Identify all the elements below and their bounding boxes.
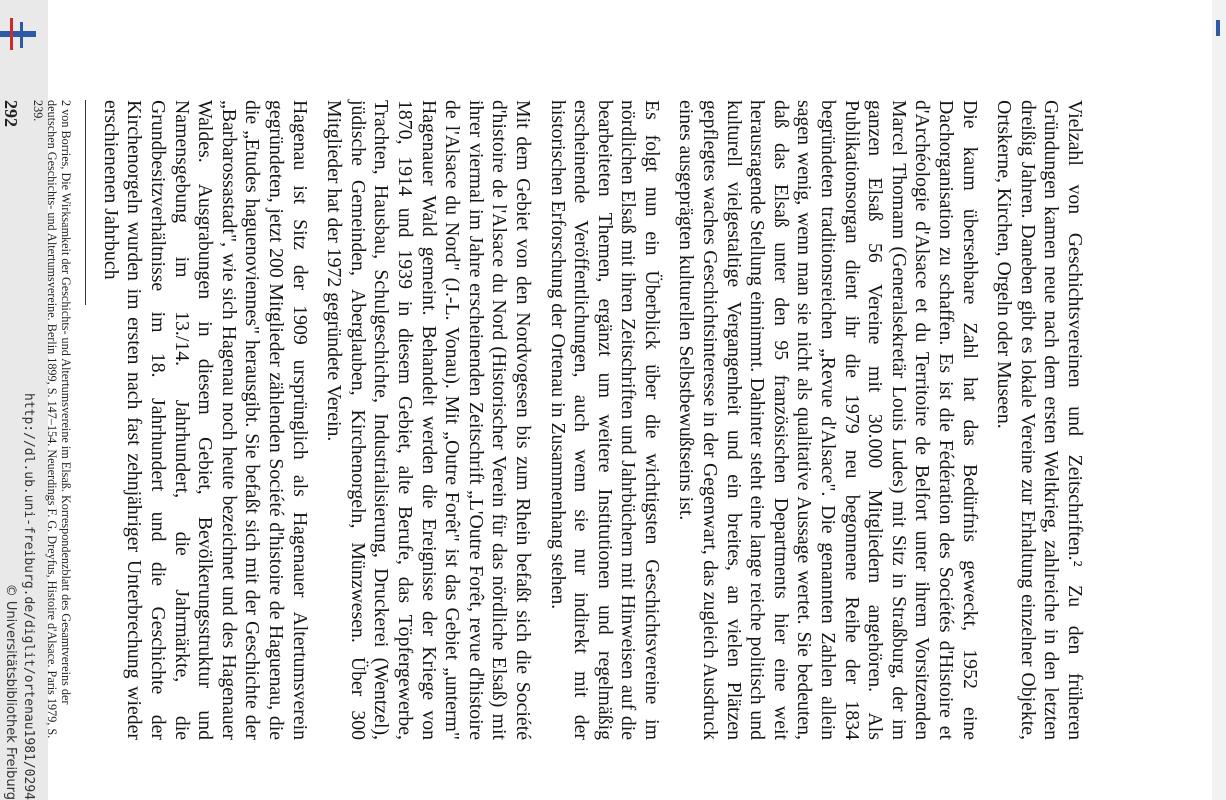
paragraph-5: Hagenau ist Sitz der 1909 ursprünglich als Hagenauer Altertumsverein gegründeten, jetzt 200 Mitglieder zählenden Société d'histoire de Haguenau, die die „Etudes haguenoviennes" herausgibt. Sie befaßt sich mit der Geschichte der „Barbarossastadt", wie sich Hagenau noch heute bezeichnet und des Hagenauer Waldes. Ausgrabungen in diesem Gebiet, Bevölkerungsstruktur und Namensgebung im 13./14. Jahrhundert, die Jahrmärkte, die Grundbesitzverhältnisse im 18. Jahrhundert und die Geschichte der Kirchenorgeln wurden im ersten nach fast zehnjähriger Unterbrechung wieder erschienenen Jahrbuch (99, 100, 311, 740)
paragraph-3: Es folgt nun ein Überblick über die wichtigsten Geschichtsvereine im nördlichen Elsaß mit ihren Zeitschriften und Jahrbüchern mit Hinweisen auf die bearbeiteten Themen, ergänzt um weitere Institutionen und regelmäßig erscheinende Veröffentlichungen, auch wenn sie nur indirekt mit der historischen Erforschung der Ortenau in Zusammenhang stehen. (546, 100, 663, 740)
footnote: 2 von Borries, Die Wirksamkeit der Geschichts- und Altertumsvereine im Elsaß. Korrespondenzblatt des Gesamtvereins der deutschen Geschichts- und Altertumsvereine. Berlin 1899, S. 147–154. Neuerdings F. G. Dreyfus, Histoire d'Alsace. Paris 1979, S. 239. (31, 100, 74, 739)
paragraph-1: Vielzahl von Geschichtsvereinen und Zeitschriften.² Zu den früheren Gründungen kamen neue nach dem ersten Weltkrieg, zahlreiche in den letzten dreißig Jahren. Daneben gibt es lokale Vereine zur Erhaltung einzelner Objekte, Ortskerne, Kirchen, Orgeln oder Museen. (993, 100, 1086, 740)
paragraph-4: Mit dem Gebiet von den Nordvogesen bis zum Rhein befaßt sich die Société d'histoire de l'Alsace du Nord (Historischer Verein für das nördliche Elsaß) mit ihrer viermal im Jahre erscheinenden Zeitschrift „L'Outre Forêt, revue d'histoire de l'Alsace du Nord" (J.-L. Vonau). Mit „Outre Forêt" ist das Gebiet „unterm" Hagenauer Wald gemeint. Behandelt werden die Ereignisse der Kriege von 1870, 1914 und 1939 in diesem Gebiet, alte Berufe, das Töpfergewerbe, Trachten, Hausbau, Schulgeschichte, Industrialisierung, Druckerei (Wentzel), jüdische Gemeinden, Aberglauben, Kirchenorgeln, Münzwesen. Über 300 Mitglieder hat der 1972 gegründete Verein. (323, 100, 534, 740)
paragraph-2: Die kaum übersehbare Zahl hat das Bedürfnis geweckt, 1952 eine Dachorganisation zu schaffen. Es ist die Fédération des Sociétés d'Histoire et d'Archéologie d'Alsace et du Territoire de Belfort unter ihrem Vorsitzenden Marcel Thomann (Generalsekretär Louis Ludes) mit Sitz in Straßburg, der im ganzen Elsaß 56 Vereine mit 30.000 Mitgliedern angehören. Als Publikationsorgan dient ihr die 1979 neu begonnene Reihe der 1834 begründeten traditionsreichen „Revue d'Alsace". Die genannten Zahlen allein sagen wenig, wenn man sie nicht als qualitative Aussage wertet. Sie bedeuten, daß das Elsaß unter den 95 französischen Departments hier eine weit herausragende Stellung einnimmt. Dahinter steht eine lange reiche politisch und kulturell vielgestaltige Vergangenheit und ein breites, an vielen Plätzen gepflegtes waches Geschichtsinteresse in der Gegenwart, das zugleich Ausdruck eines ausgeprägten kulturellen Selbstbewußtseins ist. (675, 100, 981, 740)
page-number: 292 (1, 100, 22, 127)
page-edge-marker-icon (1216, 20, 1220, 36)
source-url[interactable]: http://dl.ub.uni-freiburg.de/diglit/ortenau1981/0294 (21, 393, 36, 800)
footnote-divider (85, 100, 86, 305)
copyright-notice: © Universitätsbibliothek Freiburg (3, 583, 18, 800)
text-column (98, 100, 1086, 740)
right-gutter (1212, 0, 1226, 800)
